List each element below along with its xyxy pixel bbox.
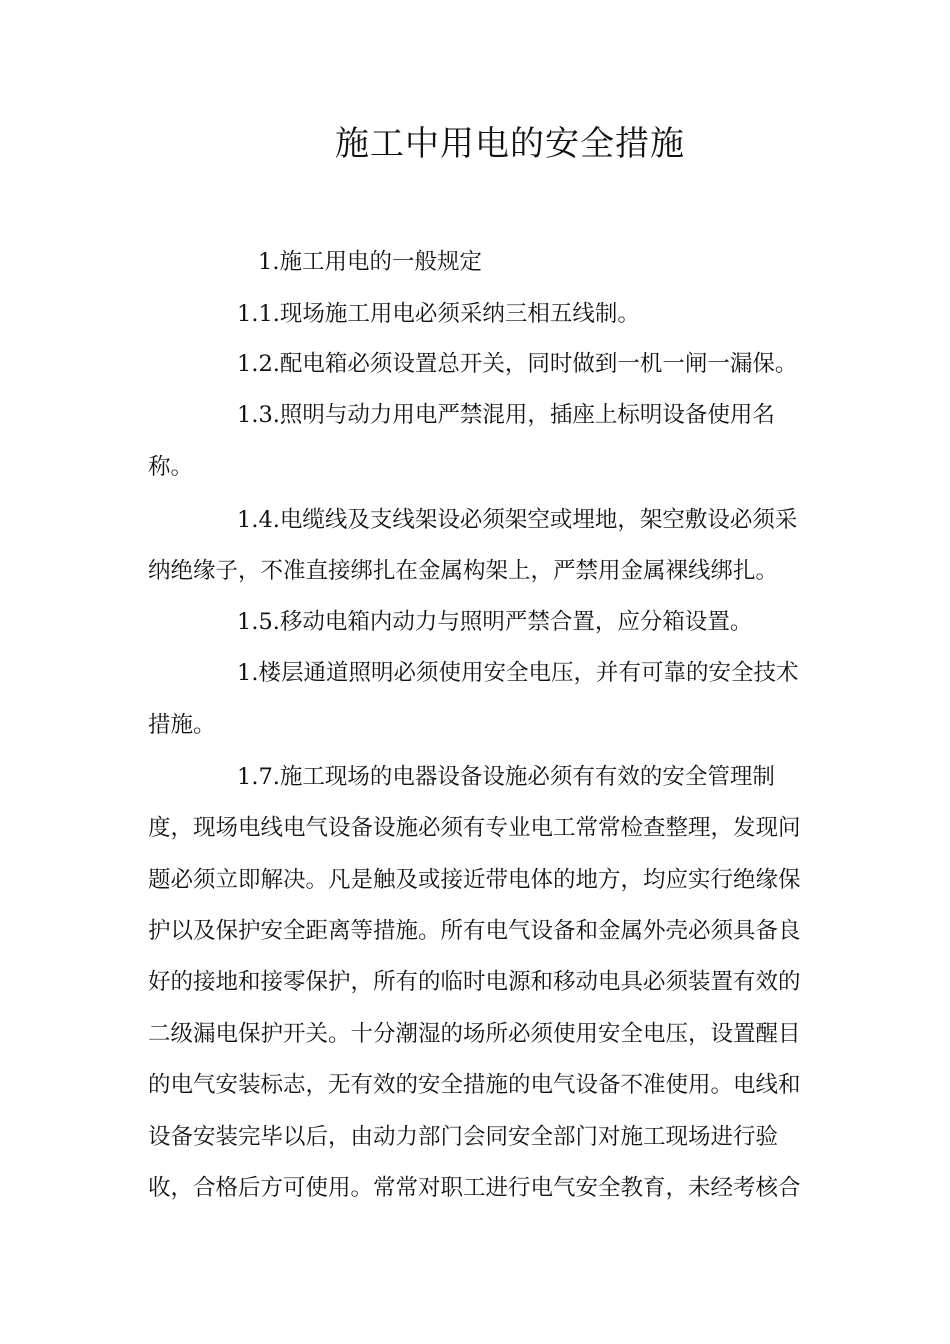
paragraph-line: 称。 xyxy=(148,454,194,480)
paragraph-line: 度，现场电线电气设备设施必须有专业电工常常检查整理，发现问 xyxy=(148,815,801,841)
paragraph-line: 1.5.移动电箱内动力与照明严禁合置，应分箱设置。 xyxy=(237,609,753,635)
paragraph-line: 二级漏电保护开关。十分潮湿的场所必须使用安全电压，设置醒目 xyxy=(148,1021,801,1047)
paragraph-line: 护以及保护安全距离等措施。所有电气设备和金属外壳必须具备良 xyxy=(148,918,801,944)
paragraph-line: 1.2.配电箱必须设置总开关，同时做到一机一闸一漏保。 xyxy=(237,351,798,377)
paragraph-line: 1.4.电缆线及支线架设必须架空或埋地，架空敷设必须采 xyxy=(237,507,798,533)
paragraph-line: 设备安装完毕以后，由动力部门会同安全部门对施工现场进行验 xyxy=(148,1124,779,1150)
paragraph-line: 纳绝缘子，不准直接绑扎在金属构架上，严禁用金属裸线绑扎。 xyxy=(148,558,779,584)
paragraph-line: 的电气安装标志，无有效的安全措施的电气设备不准使用。电线和 xyxy=(148,1072,801,1098)
section-heading: 1.施工用电的一般规定 xyxy=(258,249,482,275)
paragraph-line: 1.7.施工现场的电器设备设施必须有有效的安全管理制 xyxy=(237,764,775,790)
paragraph-line: 1.1.现场施工用电必须采纳三相五线制。 xyxy=(237,301,640,327)
paragraph-line: 题必须立即解决。凡是触及或接近带电体的地方，均应实行绝缘保 xyxy=(148,867,801,893)
paragraph-line: 收，合格后方可使用。常常对职工进行电气安全教育，未经考核合 xyxy=(148,1175,801,1201)
document-title: 施工中用电的安全措施 xyxy=(335,124,685,164)
paragraph-line: 好的接地和接零保护，所有的临时电源和移动电具必须装置有效的 xyxy=(148,969,801,995)
paragraph-line: 1.3.照明与动力用电严禁混用，插座上标明设备使用名 xyxy=(237,402,775,428)
paragraph-line: 1.楼层通道照明必须使用安全电压，并有可靠的安全技术 xyxy=(237,660,799,686)
paragraph-line: 措施。 xyxy=(148,712,216,738)
